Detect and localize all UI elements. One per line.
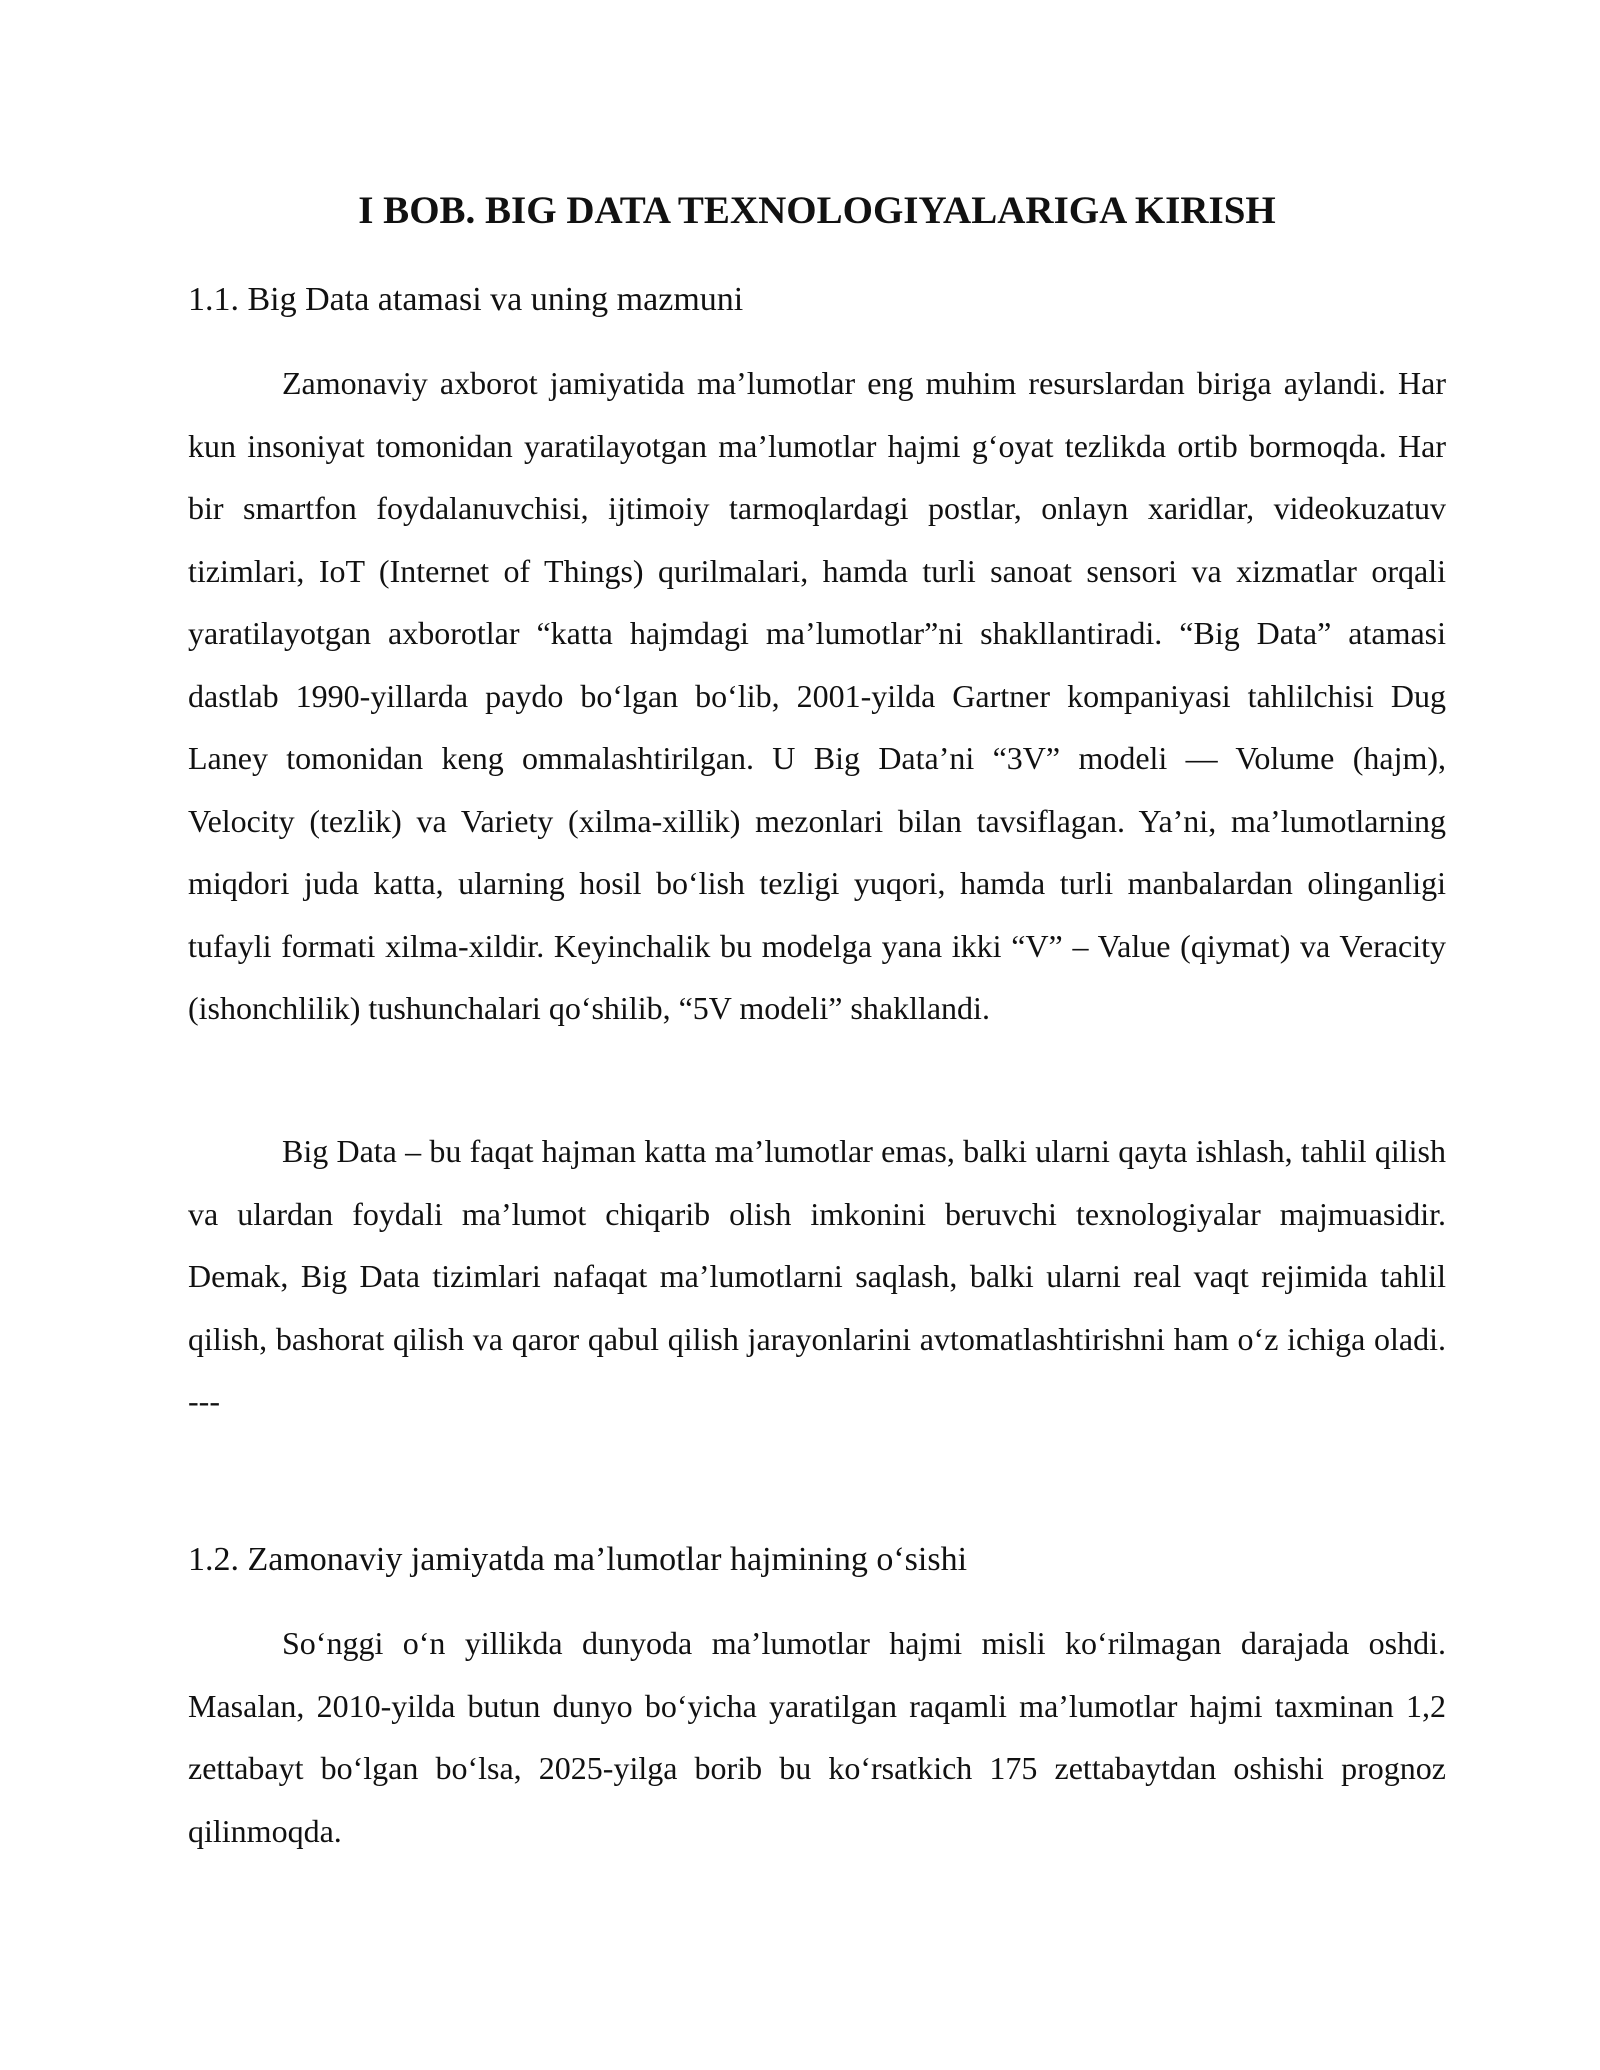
paragraph: So‘nggi o‘n yillikda dunyoda ma’lumotlar hajmi misli ko‘rilmagan darajada oshdi. Masalan, 2010-yilda butun dunyo bo‘yicha yaratilgan raqamli ma’lumotlar hajmi taxminan 1,2 zettabayt bo‘lgan bo‘lsa, 2025-yilga borib bu ko‘rsatkich 175 zettabaytdan oshishi prognoz qilinmoqda. <box>188 1625 1446 1849</box>
chapter-title: I BOB. BIG DATA TEXNOLOGIYALARIGA KIRISH <box>358 189 1276 232</box>
section-heading-1-1: 1.1. Big Data atamasi va uning mazmuni <box>188 281 744 318</box>
section-heading-1-2: 1.2. Zamonaviy jamiyatda ma’lumotlar hajmining o‘sishi <box>188 1541 968 1578</box>
paragraph: Big Data – bu faqat hajman katta ma’lumotlar emas, balki ularni qayta ishlash, tahlil qilish va ulardan foydali ma’lumot chiqarib olish imkonini beruvchi texnologiyalar majmuasidir. Demak, Big Data tizimlari nafaqat ma’lumotlarni saqlash, balki ularni real vaqt rejimida tahlil qilish, bashorat qilish va qaror qabul qilish jarayonlarini avtomatlashtirishni ham o‘z ichiga oladi. --- <box>188 1133 1446 1419</box>
paragraph: Zamonaviy axborot jamiyatida ma’lumotlar eng muhim resurslardan biriga aylandi. Har kun insoniyat tomonidan yaratilayotgan ma’lumotlar hajmi g‘oyat tezlikda ortib bormoqda. Har bir smartfon foydalanuvchisi, ijtimoiy tarmoqlardagi postlar, onlayn xaridlar, videokuzatuv tizimlari, IoT (Internet of Things) qurilmalari, hamda turli sanoat sensori va xizmatlar orqali yaratilayotgan axborotlar “katta hajmdagi ma’lumotlar”ni shakllantiradi. “Big Data” atamasi dastlab 1990-yillarda paydo bo‘lgan bo‘lib, 2001-yilda Gartner kompaniyasi tahlilchisi Dug Laney tomonidan keng ommalashtirilgan. U Big Data’ni “3V” modeli — Volume (hajm), Velocity (tezlik) va Variety (xilma-xillik) mezonlari bilan tavsiflagan. Ya’ni, ma’lumotlarning miqdori juda katta, ularning hosil bo‘lish tezligi yuqori, hamda turli manbalardan olinganligi tufayli formati xilma-xildir. Keyinchalik bu modelga yana ikki “V” – Value (qiymat) va Veracity (ishonchlilik) tushunchalari qo‘shilib, “5V modeli” shakllandi. <box>188 365 1446 1026</box>
